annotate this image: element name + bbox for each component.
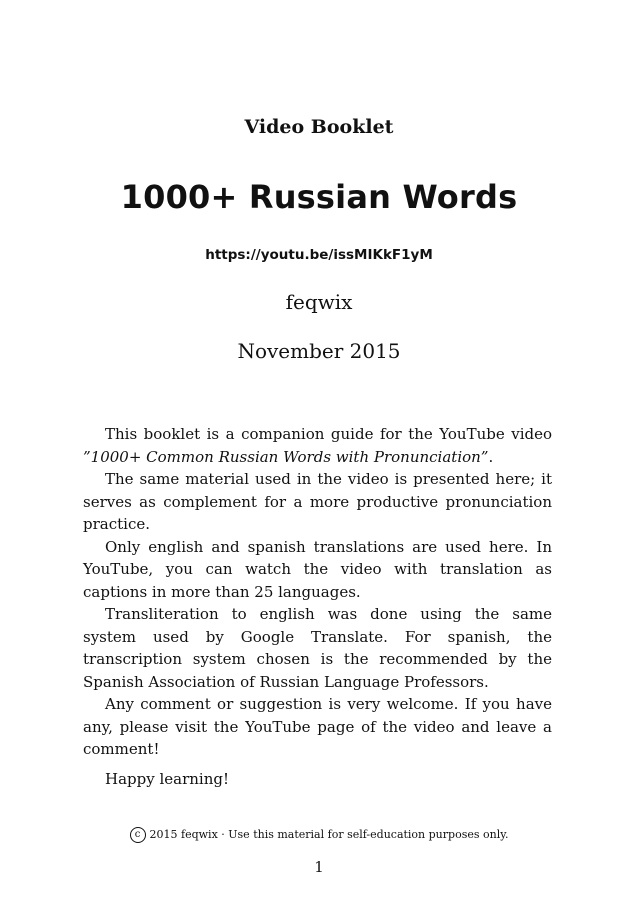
video-title-italic: ”1000+ Common Russian Words with Pronunciation”: [83, 447, 489, 466]
copyright-text: 2015 feqwix · Use this material for self-education purposes only.: [149, 828, 509, 841]
paragraph-translations: Only english and spanish translations are used here. In YouTube, you can watch the video with translation as captions in more than 25 languages.: [83, 537, 552, 601]
document-title: 1000+ Russian Words: [120, 178, 518, 216]
paragraph-intro-tail: .: [488, 447, 494, 466]
closing-line: Happy learning!: [105, 770, 230, 788]
paragraph-feedback: Any comment or suggestion is very welcome. If you have any, please visit the YouTube page of the video and leave a comment!: [83, 695, 552, 758]
body-text: [83, 423, 552, 761]
paragraph-intro: [83, 423, 552, 468]
author-name: feqwix: [285, 290, 353, 314]
copyright-icon: c: [130, 827, 146, 843]
copyright-footer: [0, 827, 638, 843]
paragraph-transliteration: Transliteration to english was done using the same system used by Google Translate. For spanish, the transcription system chosen is the recommended by the Spanish Association of Russian Language Professors.: [83, 605, 552, 691]
page-number: 1: [314, 858, 324, 876]
booklet-label: Video Booklet: [244, 116, 394, 138]
paragraph-material: The same material used in the video is presented here; it serves as complement for a more productive pronunciation practice.: [83, 470, 552, 533]
video-url-link[interactable]: https://youtu.be/issMIKkF1yM: [205, 247, 433, 263]
paragraph-intro-lead: This booklet is a companion guide for the YouTube video: [105, 425, 552, 443]
publication-date: November 2015: [237, 339, 401, 363]
